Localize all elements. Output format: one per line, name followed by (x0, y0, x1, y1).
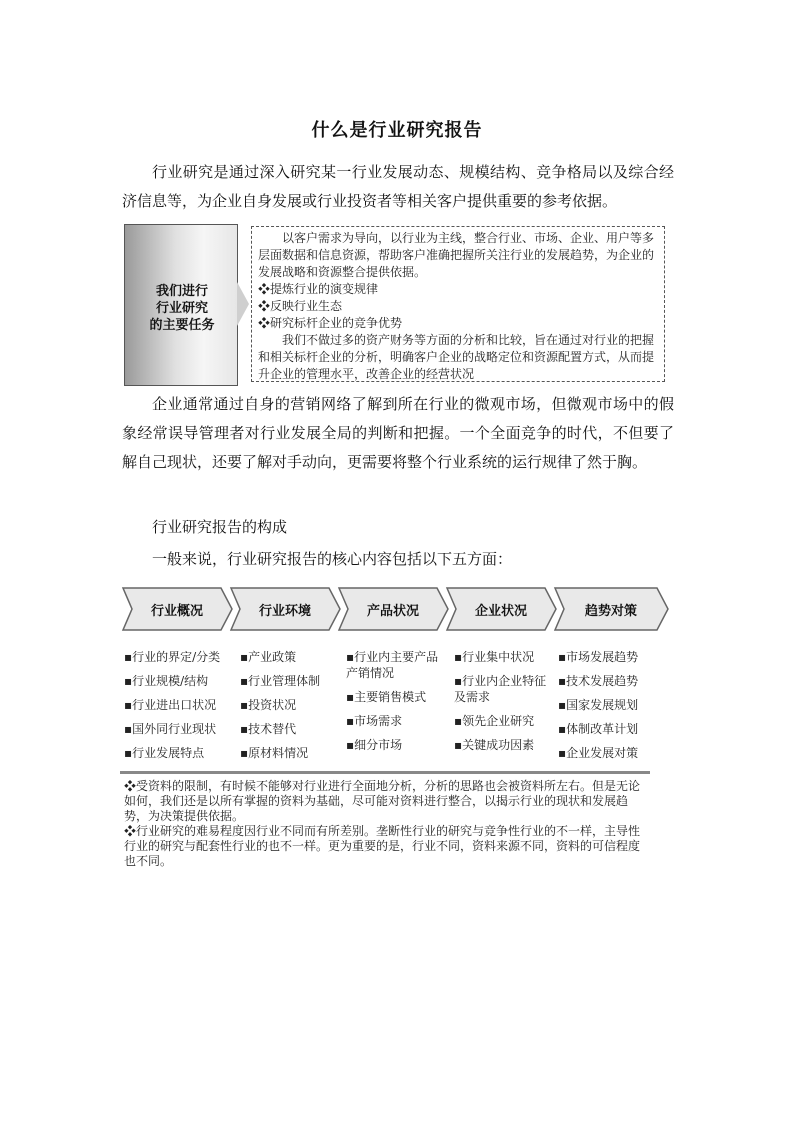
list-item: ▪原材料情况 (240, 746, 309, 760)
tasks-label-line: 的主要任务 (149, 318, 215, 333)
divider (120, 771, 650, 774)
chevron-heading (228, 585, 342, 633)
column-items (124, 645, 236, 765)
list-item: ▪细分市场 (346, 738, 403, 752)
subheading: 行业研究报告的构成 (152, 518, 288, 536)
research-tasks-figure (124, 224, 669, 386)
list-item: ▪市场发展趋势 (558, 650, 639, 664)
chevron-label: 企业状况 (474, 604, 527, 619)
list-item: ▪行业集中状况 (454, 650, 535, 664)
body-paragraph-2: 企业通常通过自身的营销网络了解到所在行业的微观市场，但微观市场中的假象经常误导管理者对行业发展全局的判断和把握。一个全面竞争的时代，不但要了解自己现状，还要了解对手动向，更需要将整个行业系统的运行规律了然于胸。 (122, 395, 674, 471)
list-item: ▪关键成功因素 (454, 738, 535, 752)
report-structure-figure (120, 583, 674, 883)
tasks-label (131, 283, 233, 334)
chevron-label: 行业环境 (258, 604, 311, 619)
list-item: ▪行业进出口状况 (124, 698, 217, 712)
list-item: ▪产业政策 (240, 650, 297, 664)
list-item: ▪行业内主要产品产销情况 (346, 650, 439, 680)
list-item: ▪行业的界定/分类 (124, 650, 221, 664)
list-item: ▪市场需求 (346, 714, 403, 728)
tasks-closing: 我们不做过多的资产财务等方面的分析和比较，旨在通过对行业的把握和相关标杆企业的分析，明确客户企业的战略定位和资源配置方式，从而提升企业的管理水平，改善企业的经营状况 (258, 333, 655, 381)
list-item: ▪主要销售模式 (346, 690, 427, 704)
list-item: ▪技术发展趋势 (558, 674, 639, 688)
tasks-label-line: 我们进行 (155, 284, 208, 299)
chevron-heading (336, 585, 450, 633)
tasks-lead: 以客户需求为导向，以行业为主线，整合行业、市场、企业、用户等多层面数据和信息资源，帮助客户准确把握所关注行业的发展趋势，为企业的发展战略和资源整合提供依据。 (258, 231, 655, 279)
intro-paragraph: 行业研究是通过深入研究某一行业发展动态、规模结构、竞争格局以及综合经济信息等，为企业自身发展或行业投资者等相关客户提供重要的参考依据。 (122, 163, 674, 210)
list-item: ▪国家发展规划 (558, 698, 639, 712)
list-item: ▪投资状况 (240, 698, 297, 712)
section-intro-line: 一般来说，行业研究报告的核心内容包括以下五方面： (152, 550, 513, 568)
page-title: 什么是行业研究报告 (311, 120, 483, 141)
tasks-bullet: ❖反映行业生态 (258, 299, 343, 313)
chevron-heading (444, 585, 558, 633)
tasks-arrow (237, 282, 249, 326)
column-items (454, 645, 550, 757)
chevron-heading (552, 585, 670, 633)
list-item: ▪行业发展特点 (124, 746, 205, 760)
list-item: ▪行业管理体制 (240, 674, 321, 688)
notes (124, 779, 648, 869)
column-items (240, 645, 340, 765)
list-item: ▪行业规模/结构 (124, 674, 209, 688)
chevron-label: 行业概况 (150, 604, 203, 619)
tasks-bullet: ❖提炼行业的演变规律 (258, 282, 379, 296)
note: ❖行业研究的难易程度因行业不同而有所差别。垄断性行业的研究与竞争性行业的不一样，主导性行业的研究与配套性行业的也不一样。更为重要的是，行业不同，资料来源不同，资料的可信程度也不同。 (124, 824, 641, 868)
list-item: ▪领先企业研究 (454, 714, 535, 728)
list-item: ▪国外同行业现状 (124, 722, 217, 736)
tasks-description-box (251, 226, 665, 382)
column-items (558, 645, 670, 765)
chevron-heading (120, 585, 234, 633)
chevron-label: 趋势对策 (584, 604, 637, 619)
tasks-bullet: ❖研究标杆企业的竞争优势 (258, 316, 403, 330)
list-item: ▪行业内企业特征及需求 (454, 674, 547, 704)
list-item: ▪企业发展对策 (558, 746, 639, 760)
list-item: ▪体制改革计划 (558, 722, 639, 736)
note: ❖受资料的限制，有时候不能够对行业进行全面地分析，分析的思路也会被资料所左右。但是无论如何，我们还是以所有掌握的资料为基础，尽可能对资料进行整合，以揭示行业的现状和发展趋势，为决策提供依据。 (124, 779, 641, 823)
tasks-label-box (124, 224, 238, 386)
column-items (346, 645, 442, 757)
chevron-label: 产品状况 (366, 604, 419, 619)
list-item: ▪技术替代 (240, 722, 297, 736)
tasks-label-line: 行业研究 (155, 301, 208, 316)
